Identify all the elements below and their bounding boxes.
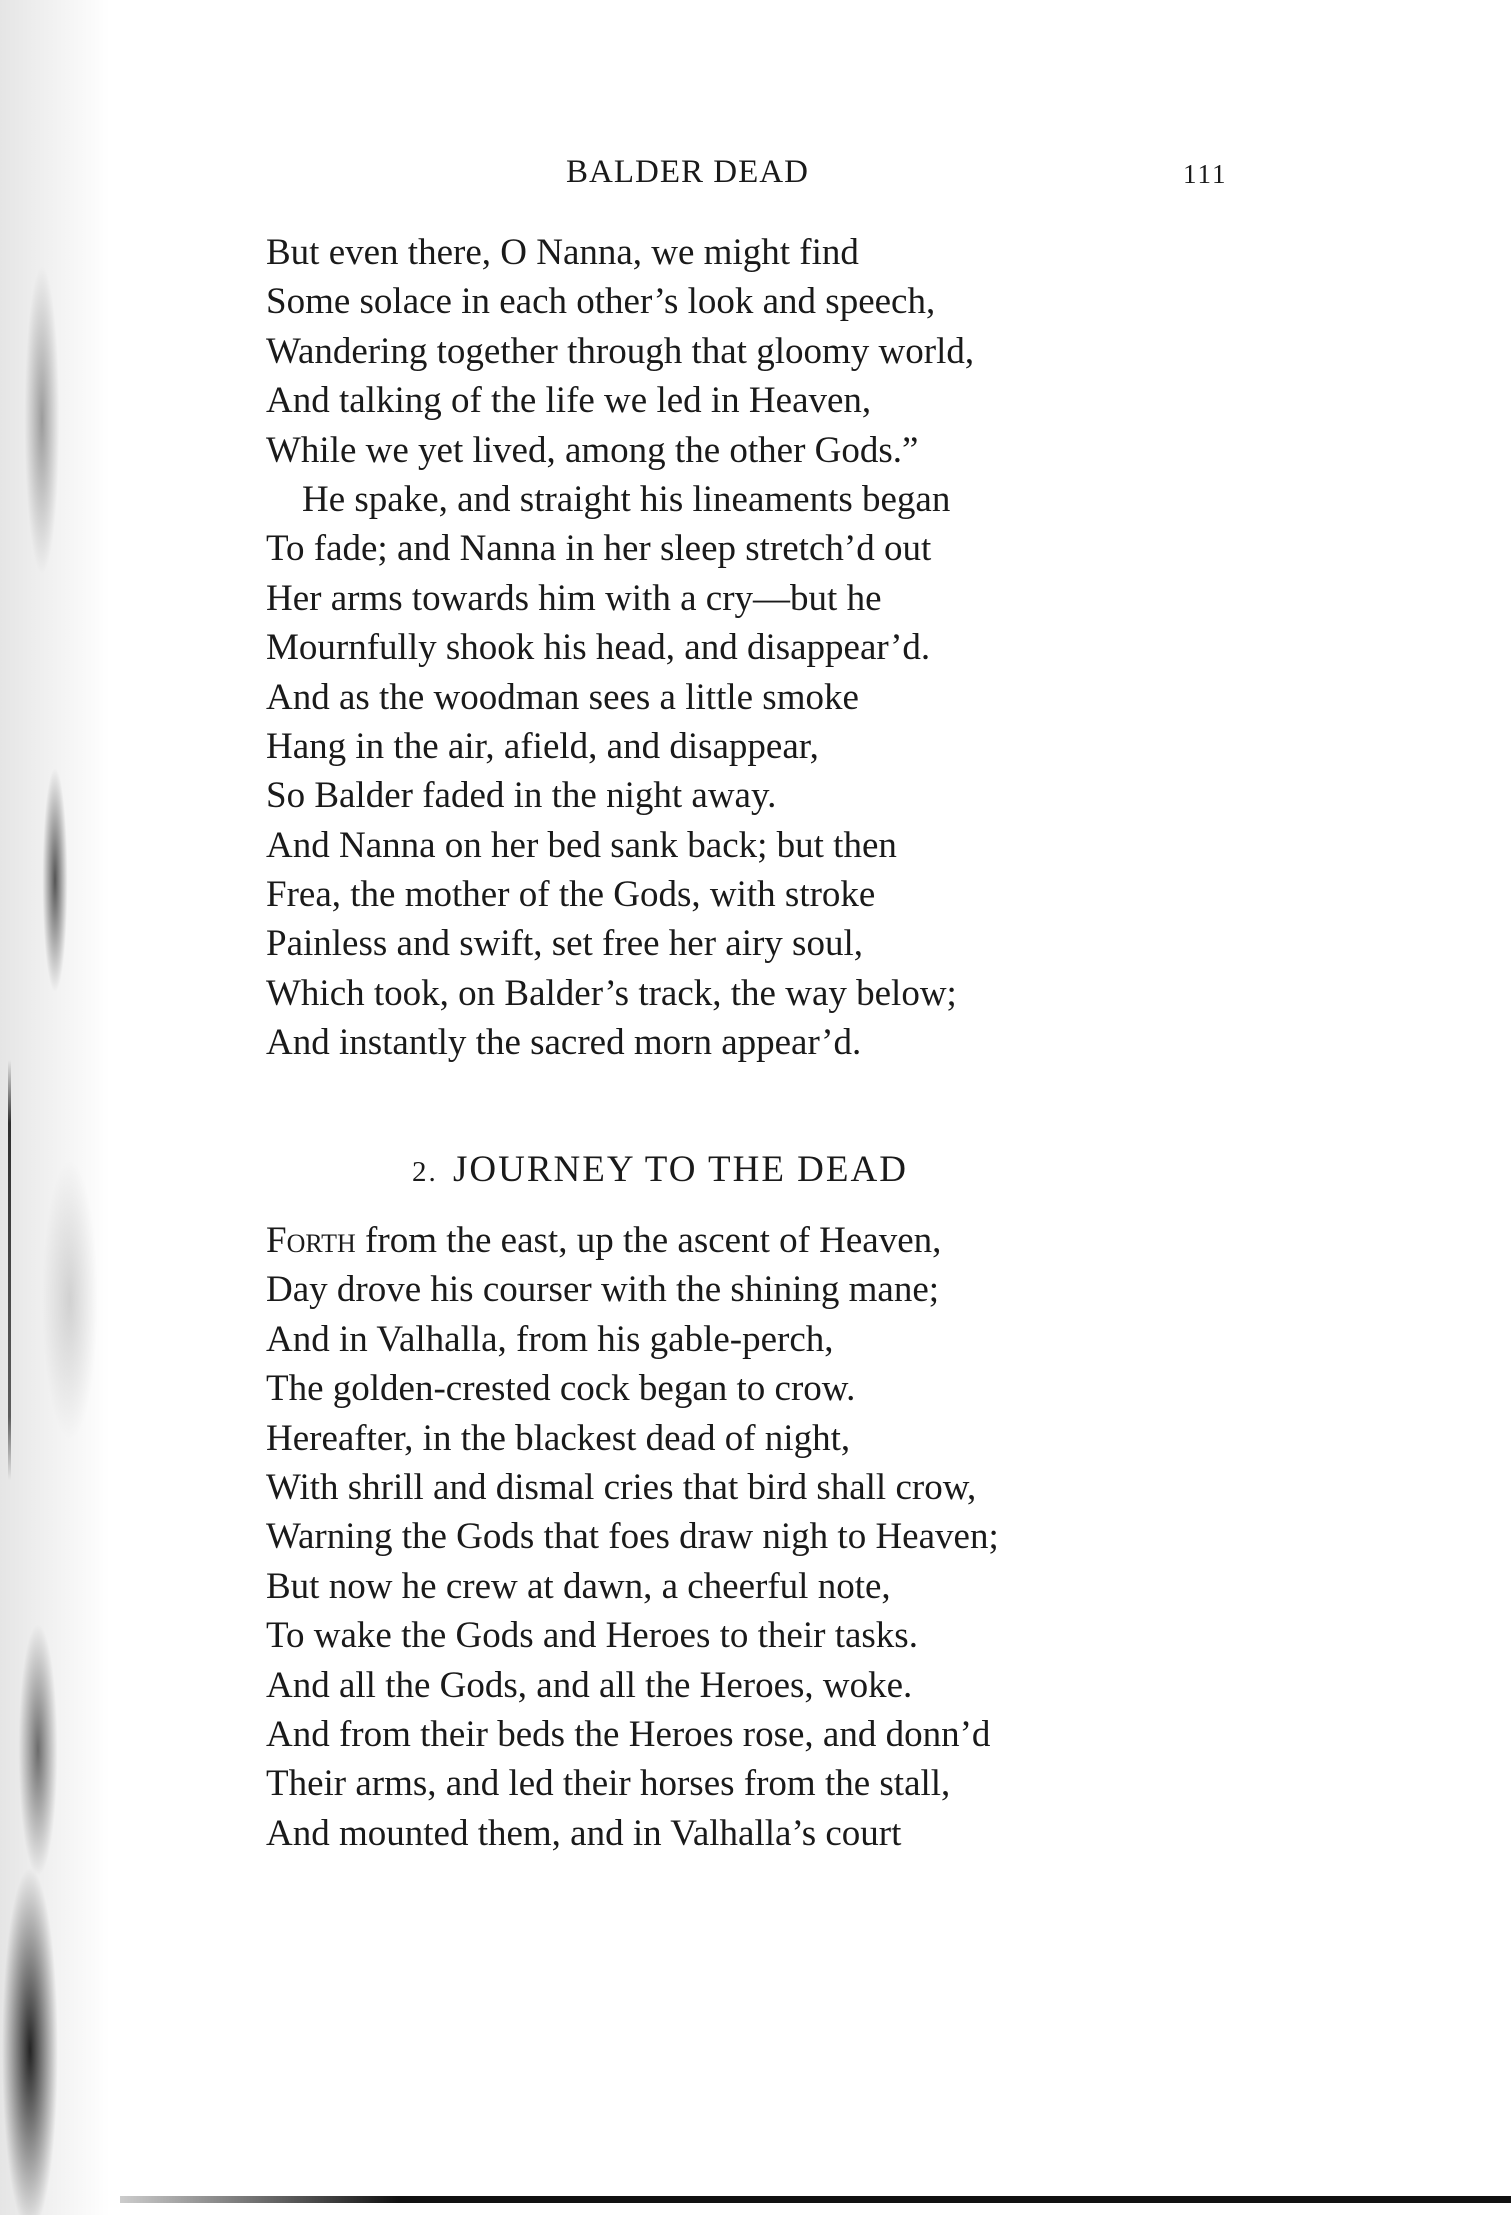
opening-line-rest: from the east, up the ascent of Heaven, (355, 1220, 942, 1261)
section-number: 2. (412, 1156, 438, 1188)
verse-line: Their arms, and led their horses from the stall, (266, 1763, 951, 1805)
verse-line: But even there, O Nanna, we might find (266, 232, 859, 273)
verse-line: And all the Gods, and all the Heroes, woke. (266, 1664, 913, 1706)
verse-line: And in Valhalla, from his gable-perch, (266, 1318, 834, 1360)
section-title: JOURNEY TO THE DEAD (453, 1149, 908, 1190)
page-number: 111 (1183, 159, 1228, 189)
verse-line: So Balder faded in the night away. (266, 775, 777, 817)
verse-line: Which took, on Balder’s track, the way below; (266, 972, 957, 1014)
verse-line: Hereafter, in the blackest dead of night, (266, 1417, 851, 1459)
verse-line: Hang in the air, afield, and disappear, (266, 725, 819, 767)
opening-word: Forth (266, 1220, 356, 1261)
binding-shadow (0, 0, 110, 2215)
verse-line: To fade; and Nanna in her sleep stretch’d out (266, 528, 932, 570)
verse-line: Mournfully shook his head, and disappear’d. (266, 627, 931, 669)
verse-line-first (266, 1216, 1166, 1265)
verse-line: And as the woodman sees a little smoke (266, 676, 859, 718)
page-edge-mark (8, 1060, 11, 1480)
verse-line: Warning the Gods that foes draw nigh to Heaven; (266, 1516, 999, 1558)
verse-line: With shrill and dismal cries that bird shall crow, (266, 1466, 977, 1508)
verse-line: The golden-crested cock began to crow. (266, 1368, 856, 1410)
verse-line: Day drove his courser with the shining mane; (266, 1269, 940, 1311)
verse-line: He spake, and straight his lineaments began (302, 478, 951, 520)
verse-line: And mounted them, and in Valhalla’s court (266, 1812, 902, 1854)
verse-line: Her arms towards him with a cry—but he (266, 577, 882, 619)
verse-line: And from their beds the Heroes rose, and donn’d (266, 1713, 991, 1755)
stanza-one (266, 228, 1166, 1068)
verse-line: While we yet lived, among the other Gods.” (266, 429, 919, 471)
verse-line: To wake the Gods and Heroes to their tasks. (266, 1615, 918, 1657)
bottom-edge-rule (120, 2196, 1511, 2203)
section-heading (412, 1148, 908, 1194)
verse-line: And talking of the life we led in Heaven, (266, 380, 872, 422)
verse-line: Frea, the mother of the Gods, with stroke (266, 874, 876, 916)
verse-line: And instantly the sacred morn appear’d. (266, 1022, 862, 1064)
verse-line: Wandering together through that gloomy world, (266, 330, 975, 372)
verse-line: And Nanna on her bed sank back; but then (266, 824, 897, 866)
verse-line: Some solace in each other’s look and speech, (266, 281, 936, 323)
verse-line: Painless and swift, set free her airy soul, (266, 923, 863, 965)
running-title: BALDER DEAD (566, 154, 809, 190)
verse-line: But now he crew at dawn, a cheerful note, (266, 1565, 891, 1607)
stanza-two (266, 1216, 1166, 1858)
running-header (0, 152, 1511, 192)
